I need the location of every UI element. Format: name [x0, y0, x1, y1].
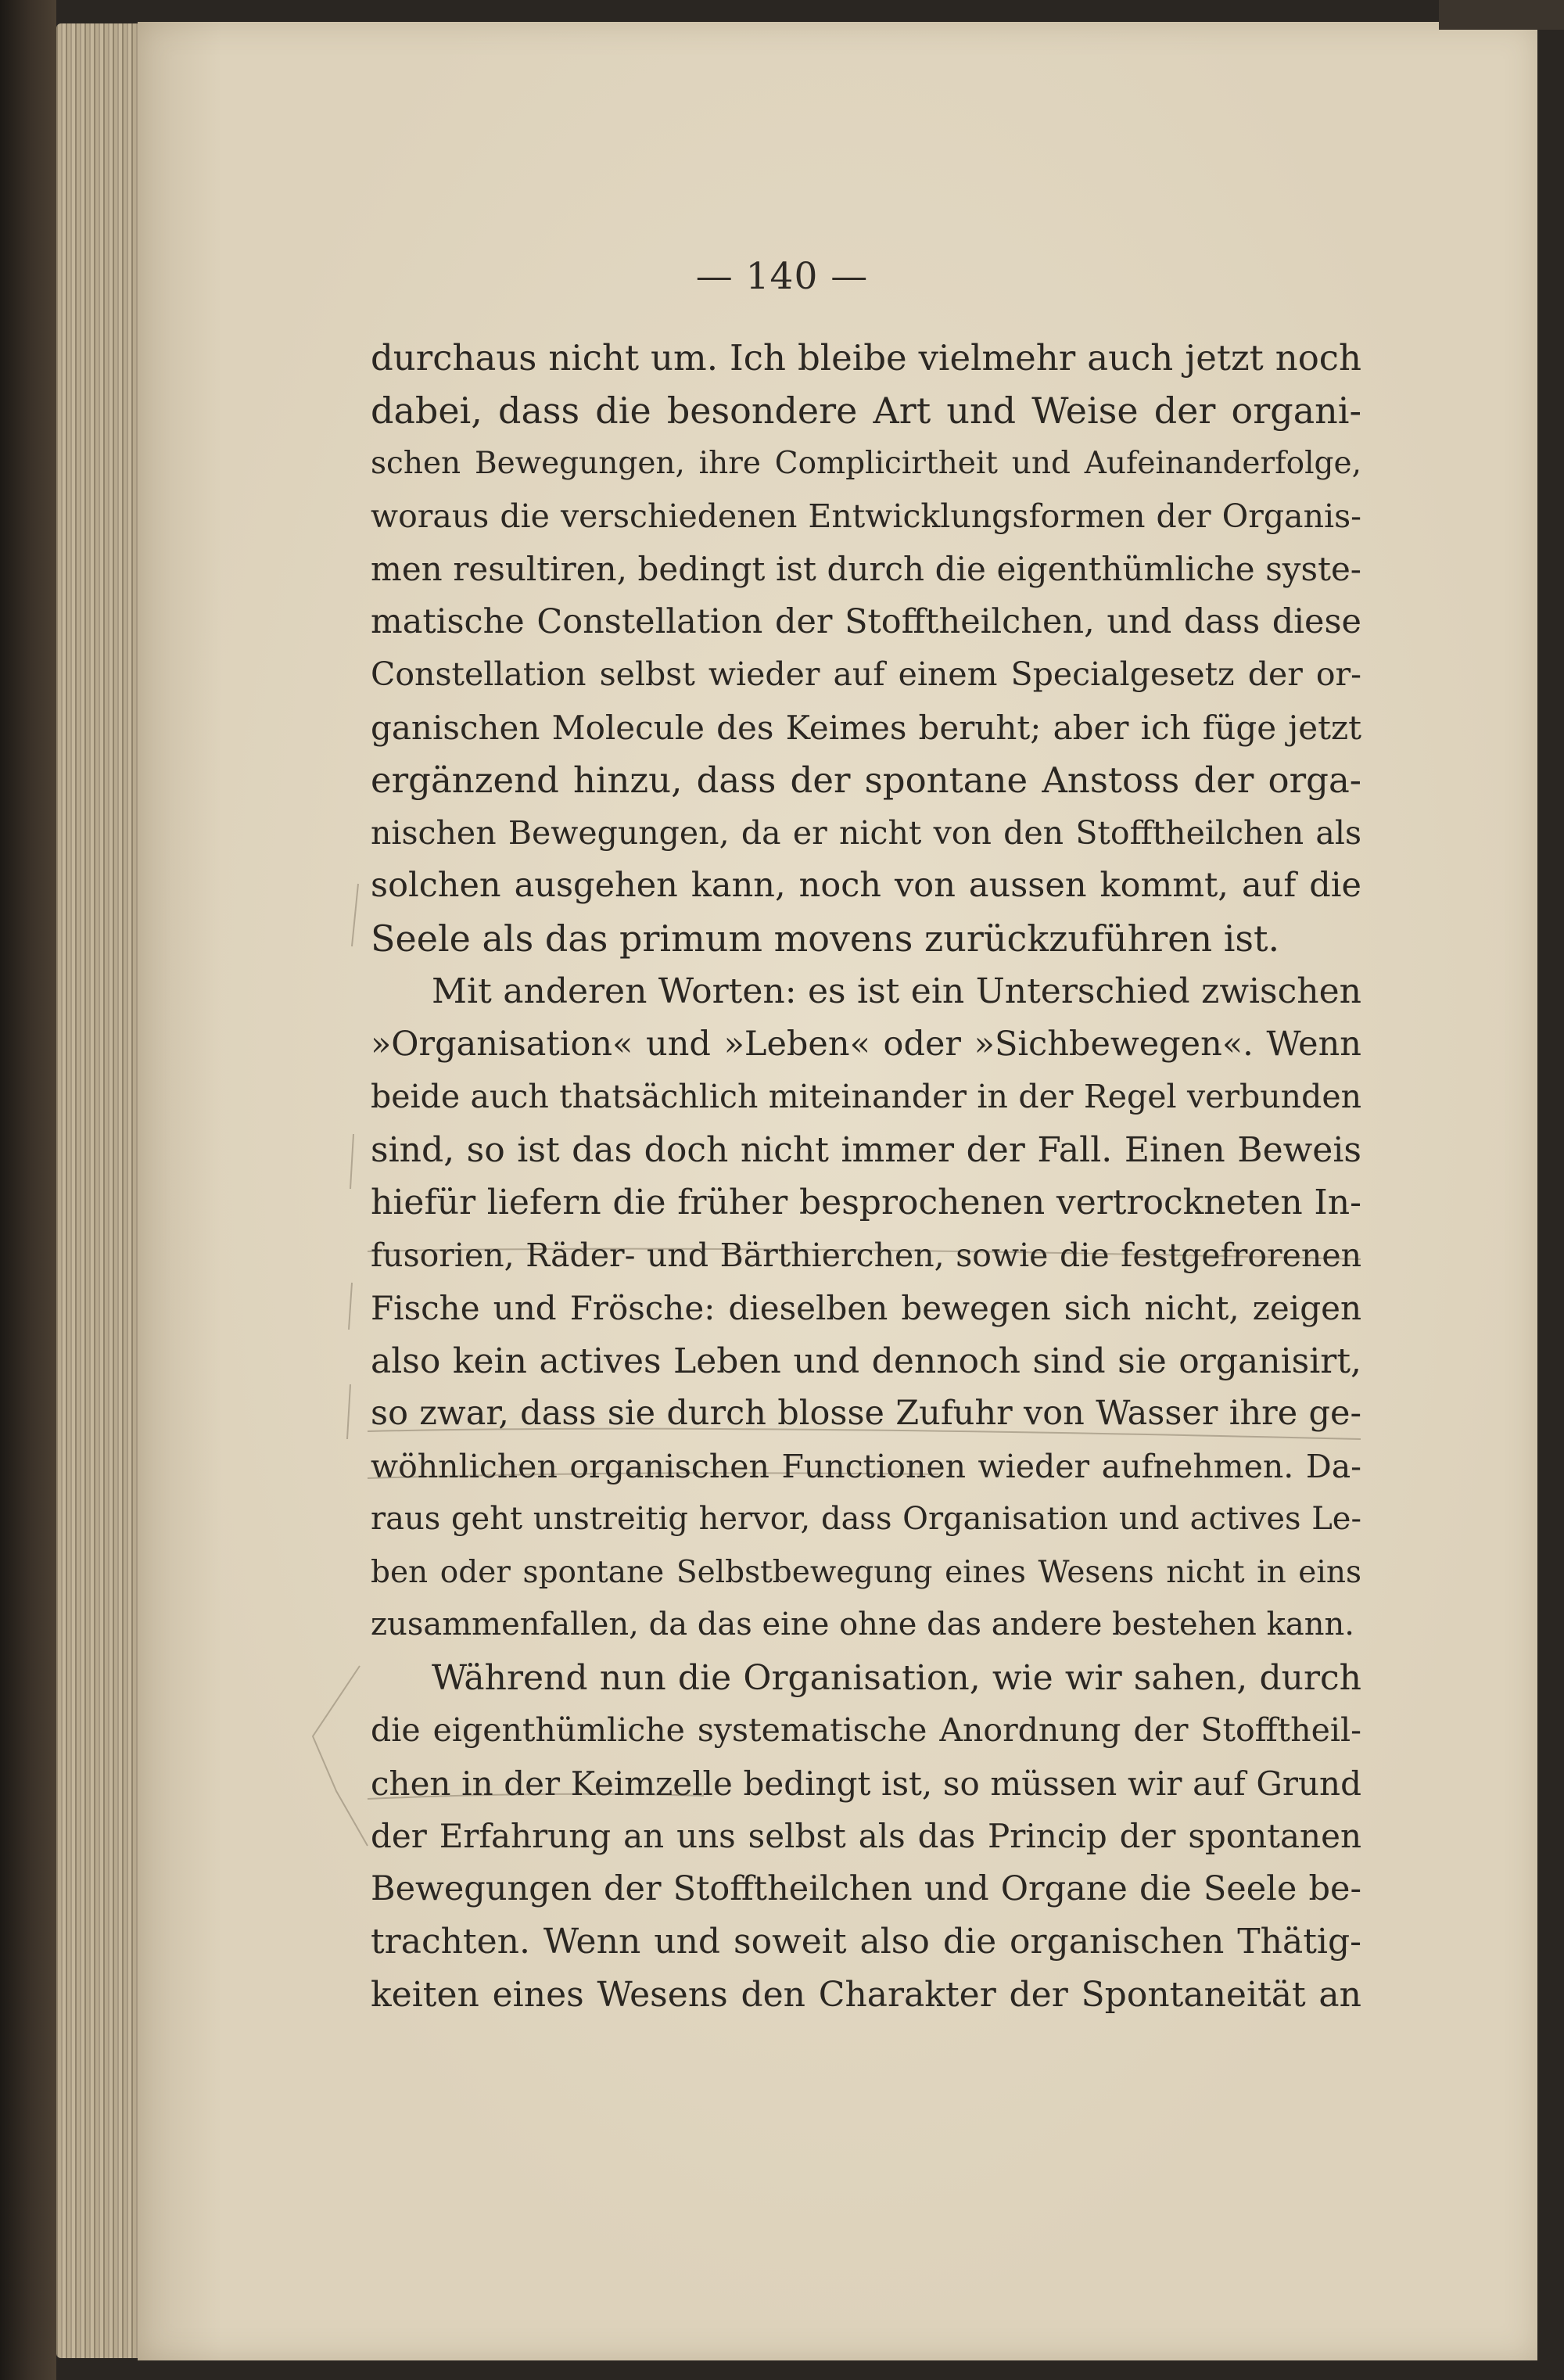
- text-line-10: nischen Bewegungen, da er nicht von den Stofftheilchen als: [371, 813, 1361, 852]
- text-line-17: hiefür liefern die früher besprochenen vertrockneten In-: [371, 1183, 1361, 1222]
- text-line-19: Fische und Frösche: dieselben bewegen sich nicht, zeigen: [371, 1289, 1361, 1327]
- text-line-18: fusorien, Räder- und Bärthierchen, sowie die festgefrorenen: [371, 1236, 1361, 1274]
- text-line-27: die eigenthümliche systematische Anordnung der Stofftheil-: [371, 1711, 1361, 1749]
- text-line-5: men resultiren, bedingt ist durch die eigenthümliche syste-: [371, 550, 1361, 588]
- text-line-15: beide auch thatsächlich miteinander in der Regel verbunden: [371, 1078, 1361, 1115]
- text-line-21: so zwar, dass sie durch blosse Zufuhr von Wasser ihre ge-: [371, 1394, 1361, 1433]
- page-number: — 140 —: [695, 255, 869, 298]
- text-line-3: schen Bewegungen, ihre Complicirtheit und Aufeinanderfolge,: [371, 446, 1361, 481]
- text-line-2: dabei, dass die besondere Art und Weise der organi-: [371, 389, 1361, 432]
- text-line-7: Constellation selbst wieder auf einem Specialgesetz der or-: [371, 655, 1361, 693]
- text-line-26: Während nun die Organisation, wie wir sahen, durch: [432, 1657, 1361, 1698]
- body-text: [371, 332, 1361, 2021]
- text-line-23: raus geht unstreitig hervor, dass Organisation und actives Le-: [371, 1501, 1361, 1537]
- text-line-8: ganischen Molecule des Keimes beruht; aber ich füge jetzt: [371, 708, 1361, 747]
- text-line-31: trachten. Wenn und soweit also die organischen Thätig-: [371, 1922, 1361, 1962]
- text-line-29: der Erfahrung an uns selbst als das Princip der spontanen: [371, 1817, 1361, 1855]
- text-line-25: zusammenfallen, da das eine ohne das andere bestehen kann.: [371, 1606, 1354, 1642]
- text-line-20: also kein actives Leben und dennoch sind sie organisirt,: [371, 1341, 1361, 1381]
- text-line-9: ergänzend hinzu, dass der spontane Anstoss der orga-: [371, 759, 1361, 801]
- text-line-13: Mit anderen Worten: es ist ein Unterschied zwischen: [432, 971, 1361, 1011]
- text-line-11: solchen ausgehen kann, noch von aussen kommt, auf die: [371, 866, 1361, 905]
- text-line-30: Bewegungen der Stofftheilchen und Organe die Seele be-: [371, 1868, 1361, 1908]
- text-line-12: Seele als das primum movens zurückzuführen ist.: [371, 917, 1280, 960]
- text-line-22: wöhnlichen organischen Functionen wieder aufnehmen. Da-: [371, 1447, 1361, 1485]
- text-line-4: woraus die verschiedenen Entwicklungsformen der Organis-: [371, 497, 1361, 535]
- text-line-6: matische Constellation der Stofftheilchen, und dass diese: [371, 601, 1361, 641]
- text-line-28: chen in der Keimzelle bedingt ist, so müssen wir auf Grund: [371, 1764, 1361, 1803]
- text-line-32: keiten eines Wesens den Charakter der Spontaneität an: [371, 1974, 1361, 2015]
- text-line-24: ben oder spontane Selbstbewegung eines Wesens nicht in eins: [371, 1554, 1361, 1590]
- text-line-1: durchaus nicht um. Ich bleibe vielmehr auch jetzt noch: [371, 337, 1361, 379]
- text-line-16: sind, so ist das doch nicht immer der Fall. Einen Beweis: [371, 1129, 1361, 1170]
- text-line-14: »Organisation« und »Leben« oder »Sichbewegen«. Wenn: [371, 1024, 1361, 1064]
